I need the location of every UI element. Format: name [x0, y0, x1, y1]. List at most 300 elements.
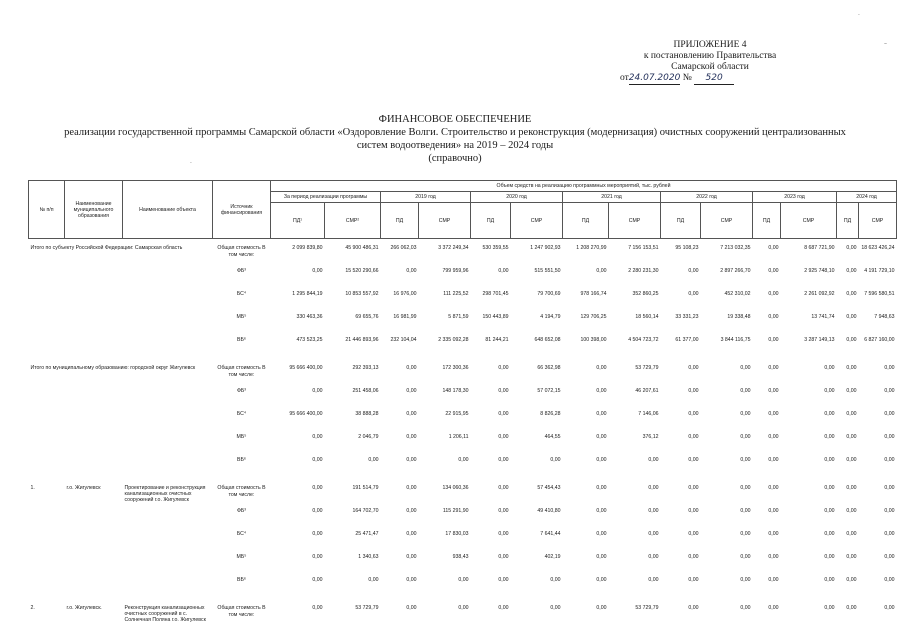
- empty-cell: [65, 456, 123, 479]
- value-cell: 79 700,69: [537, 291, 561, 297]
- value-cell: 0,00: [498, 508, 509, 514]
- value-cell: 0,00: [824, 605, 835, 611]
- value-cell: 0,00: [688, 554, 699, 560]
- value-cell: 172 300,36: [442, 365, 469, 371]
- value-cell: 15 520 290,66: [345, 268, 379, 274]
- value-cell: 0,00: [768, 337, 779, 343]
- value-cell: 2 280 231,30: [628, 268, 659, 274]
- value-cell: 57 454,43: [537, 485, 561, 491]
- value-cell: 148 178,30: [442, 388, 469, 394]
- value-cell: 0,00: [596, 411, 607, 417]
- value-cell: 53 729,79: [355, 605, 379, 611]
- value-cell: 0,00: [648, 508, 659, 514]
- value-cell: 0,00: [768, 245, 779, 251]
- value-cell: 111 225,52: [443, 291, 469, 297]
- appendix-title: ПРИЛОЖЕНИЕ 4: [673, 40, 747, 50]
- value-cell: 330 463,36: [296, 314, 323, 320]
- value-cell: 0,00: [596, 577, 607, 583]
- value-cell: 0,00: [596, 531, 607, 537]
- empty-cell: [65, 313, 123, 336]
- subheader-cell: СМР: [419, 203, 471, 239]
- value-cell: 0,00: [406, 411, 417, 417]
- value-cell: 0,00: [312, 577, 323, 583]
- value-cell: 0,00: [884, 577, 895, 583]
- value-cell: 0,00: [768, 434, 779, 440]
- empty-cell: [123, 410, 213, 433]
- value-cell: 0,00: [406, 605, 417, 611]
- value-cell: 292 393,13: [352, 365, 379, 371]
- value-cell: 0,00: [406, 531, 417, 537]
- appendix-block: [600, 40, 820, 85]
- value-cell: 0,00: [596, 508, 607, 514]
- value-cell: 0,00: [368, 457, 379, 463]
- table-row: [29, 507, 897, 530]
- value-cell: 7 596 580,51: [864, 291, 895, 297]
- header-year: 2019 год: [381, 192, 471, 203]
- value-cell: 0,00: [846, 485, 857, 491]
- value-cell: 46 207,61: [635, 388, 659, 394]
- value-cell: 0,00: [768, 577, 779, 583]
- value-cell: 1 208 270,99: [576, 245, 607, 251]
- value-cell: 66 362,98: [537, 365, 561, 371]
- value-cell: 0,00: [596, 554, 607, 560]
- value-cell: 0,00: [768, 314, 779, 320]
- value-cell: 0,00: [846, 605, 857, 611]
- table-row: [29, 244, 897, 267]
- value-cell: 0,00: [740, 554, 751, 560]
- value-cell: 0,00: [406, 577, 417, 583]
- value-cell: 49 410,80: [537, 508, 561, 514]
- value-cell: 0,00: [458, 577, 469, 583]
- document-heading: [40, 113, 870, 165]
- appendix-line2: к постановлению Правительства: [643, 51, 777, 61]
- funding-table: [28, 180, 897, 627]
- value-cell: 0,00: [648, 457, 659, 463]
- value-cell: 0,00: [688, 485, 699, 491]
- table-row: [29, 387, 897, 410]
- value-cell: 8 687 721,90: [804, 245, 835, 251]
- decree-number: 520: [694, 73, 734, 85]
- value-cell: 0,00: [846, 577, 857, 583]
- group-title: Итого по субъекту Российской Федерации: Самарская область: [30, 245, 183, 251]
- value-cell: 0,00: [740, 388, 751, 394]
- value-cell: 0,00: [824, 577, 835, 583]
- source-cell: Общая стоимость В том числе:: [217, 485, 266, 498]
- empty-cell: [65, 410, 123, 433]
- value-cell: 0,00: [368, 577, 379, 583]
- value-cell: 1 295 844,19: [292, 291, 323, 297]
- header-num: № п/п: [29, 181, 65, 239]
- value-cell: 0,00: [884, 508, 895, 514]
- value-cell: 0,00: [406, 365, 417, 371]
- value-cell: 0,00: [498, 531, 509, 537]
- value-cell: 0,00: [824, 554, 835, 560]
- value-cell: 0,00: [824, 411, 835, 417]
- value-cell: 0,00: [458, 605, 469, 611]
- object-cell: Проектирование и реконструкция канализационных очистных сооружений г.о. Жигулевск: [124, 485, 206, 503]
- empty-cell: [29, 576, 65, 599]
- value-cell: 0,00: [846, 365, 857, 371]
- value-cell: 0,00: [768, 268, 779, 274]
- empty-cell: [123, 336, 213, 359]
- value-cell: 4 191 729,10: [864, 268, 895, 274]
- empty-cell: [29, 410, 65, 433]
- value-cell: 19 338,48: [727, 314, 751, 320]
- value-cell: 100 398,00: [580, 337, 607, 343]
- subheader-cell: СМР²: [325, 203, 381, 239]
- table-body: [29, 239, 897, 628]
- value-cell: 0,00: [406, 554, 417, 560]
- value-cell: 0,00: [824, 508, 835, 514]
- value-cell: 0,00: [768, 531, 779, 537]
- appendix-date-number: [600, 73, 820, 85]
- value-cell: 2 046,79: [358, 434, 379, 440]
- number-label: №: [682, 73, 692, 83]
- value-cell: 266 062,03: [390, 245, 417, 251]
- value-cell: 473 523,25: [296, 337, 323, 343]
- value-cell: 33 331,23: [675, 314, 699, 320]
- value-cell: 18 623 426,24: [861, 245, 895, 251]
- empty-cell: [65, 530, 123, 553]
- value-cell: 61 377,00: [675, 337, 699, 343]
- value-cell: 0,00: [740, 508, 751, 514]
- subheader-cell: СМР: [781, 203, 837, 239]
- value-cell: 0,00: [498, 485, 509, 491]
- heading-line4: (справочно): [428, 153, 482, 164]
- value-cell: 3 844 116,75: [720, 337, 751, 343]
- value-cell: 0,00: [846, 291, 857, 297]
- value-cell: 0,00: [846, 314, 857, 320]
- value-cell: 0,00: [458, 457, 469, 463]
- value-cell: 0,00: [596, 457, 607, 463]
- value-cell: 7 146,06: [638, 411, 659, 417]
- value-cell: 0,00: [312, 434, 323, 440]
- value-cell: 95 108,23: [675, 245, 699, 251]
- subheader-cell: СМР: [511, 203, 563, 239]
- subheader-cell: ПД: [753, 203, 781, 239]
- value-cell: 3 287 149,13: [804, 337, 835, 343]
- group-title: Итого по муниципальному образованию: городской округ Жигулевск: [30, 365, 196, 371]
- value-cell: 0,00: [648, 577, 659, 583]
- value-cell: 402,19: [544, 554, 561, 560]
- subheader-cell: ПД: [471, 203, 511, 239]
- value-cell: 7 156 153,51: [628, 245, 659, 251]
- value-cell: 0,00: [312, 508, 323, 514]
- value-cell: 191 514,79: [352, 485, 379, 491]
- value-cell: 452 310,02: [724, 291, 751, 297]
- value-cell: 0,00: [596, 268, 607, 274]
- value-cell: 0,00: [406, 388, 417, 394]
- header-object: Наименование объекта: [123, 181, 213, 239]
- value-cell: 0,00: [768, 457, 779, 463]
- subheader-cell: ПД: [837, 203, 859, 239]
- value-cell: 0,00: [312, 605, 323, 611]
- value-cell: 0,00: [768, 411, 779, 417]
- value-cell: 13 741,74: [811, 314, 835, 320]
- value-cell: 0,00: [740, 531, 751, 537]
- subheader-cell: ПД¹: [271, 203, 325, 239]
- value-cell: 0,00: [846, 434, 857, 440]
- value-cell: 0,00: [406, 434, 417, 440]
- value-cell: 0,00: [596, 434, 607, 440]
- value-cell: 16 976,00: [393, 291, 417, 297]
- table-row: [29, 267, 897, 290]
- value-cell: 0,00: [312, 388, 323, 394]
- value-cell: 0,00: [498, 554, 509, 560]
- value-cell: 0,00: [740, 605, 751, 611]
- value-cell: 0,00: [688, 577, 699, 583]
- empty-cell: [123, 267, 213, 290]
- heading-line3: систем водоотведения» на 2019 – 2024 годы: [356, 140, 554, 151]
- value-cell: 57 072,15: [537, 388, 561, 394]
- table-row: [29, 530, 897, 553]
- value-cell: 22 915,95: [445, 411, 469, 417]
- value-cell: 129 706,25: [580, 314, 607, 320]
- empty-cell: [65, 387, 123, 410]
- value-cell: 134 060,36: [442, 485, 469, 491]
- source-cell: ФБ³: [236, 388, 247, 394]
- value-cell: 0,00: [846, 531, 857, 537]
- value-cell: 0,00: [688, 411, 699, 417]
- table-row: [29, 433, 897, 456]
- value-cell: 648 652,08: [534, 337, 561, 343]
- subheader-cell: СМР: [859, 203, 897, 239]
- value-cell: 18 560,14: [635, 314, 659, 320]
- value-cell: 2 099 839,80: [292, 245, 323, 251]
- value-cell: 0,00: [498, 605, 509, 611]
- value-cell: 0,00: [596, 388, 607, 394]
- header-source: Источник финансирования: [213, 181, 271, 239]
- value-cell: 0,00: [768, 605, 779, 611]
- value-cell: 45 900 486,31: [345, 245, 379, 251]
- value-cell: 464,55: [544, 434, 561, 440]
- value-cell: 7 948,63: [874, 314, 895, 320]
- decree-date: 24.07.2020: [628, 73, 681, 83]
- value-cell: 0,00: [406, 485, 417, 491]
- value-cell: 0,00: [498, 388, 509, 394]
- value-cell: 2 335 092,28: [438, 337, 469, 343]
- scan-mark: –: [884, 40, 887, 47]
- empty-cell: [29, 267, 65, 290]
- value-cell: 8 826,28: [540, 411, 561, 417]
- value-cell: 69 655,76: [355, 314, 379, 320]
- empty-cell: [123, 576, 213, 599]
- heading-line1: ФИНАНСОВОЕ ОБЕСПЕЧЕНИЕ: [378, 114, 532, 125]
- empty-cell: [65, 553, 123, 576]
- source-cell: Общая стоимость В том числе:: [217, 605, 266, 618]
- value-cell: 25 471,47: [355, 531, 379, 537]
- table-row: [29, 576, 897, 599]
- value-cell: 0,00: [688, 508, 699, 514]
- value-cell: 0,00: [768, 365, 779, 371]
- header-year: 2024 год: [837, 192, 897, 203]
- value-cell: 0,00: [846, 268, 857, 274]
- value-cell: 95 666 400,00: [289, 411, 323, 417]
- value-cell: 799 959,96: [442, 268, 469, 274]
- source-cell: Общая стоимость В том числе:: [217, 245, 266, 258]
- heading-line2: реализации государственной программы Самарской области «Оздоровление Волги. Строительство и реконструкция (модернизация) очистных сооружений централизованных: [64, 127, 846, 138]
- empty-cell: [65, 433, 123, 456]
- table-row: [29, 604, 897, 627]
- value-cell: 376,12: [642, 434, 659, 440]
- header-year: 2022 год: [661, 192, 753, 203]
- source-cell: МБ⁵: [236, 314, 247, 320]
- value-cell: 0,00: [824, 365, 835, 371]
- source-cell: Общая стоимость В том числе:: [217, 365, 266, 378]
- value-cell: 251 458,06: [352, 388, 379, 394]
- value-cell: 0,00: [688, 457, 699, 463]
- empty-cell: [29, 553, 65, 576]
- value-cell: 0,00: [884, 605, 895, 611]
- empty-cell: [29, 290, 65, 313]
- value-cell: 0,00: [824, 485, 835, 491]
- value-cell: 0,00: [740, 365, 751, 371]
- source-cell: ФБ³: [236, 268, 247, 274]
- object-cell: Реконструкция канализационных очистных сооружений в с. Солнечная Поляна г.о. Жигулевск: [124, 605, 206, 623]
- empty-cell: [29, 530, 65, 553]
- source-cell: МБ⁵: [236, 434, 247, 440]
- source-cell: ВБ⁶: [237, 337, 246, 343]
- value-cell: 0,00: [884, 457, 895, 463]
- source-cell: БС⁴: [236, 411, 247, 417]
- value-cell: 0,00: [846, 457, 857, 463]
- table-row: [29, 553, 897, 576]
- value-cell: 1 206,11: [448, 434, 469, 440]
- value-cell: 0,00: [768, 508, 779, 514]
- header-year: 2023 год: [753, 192, 837, 203]
- source-cell: МБ⁵: [236, 554, 247, 560]
- empty-cell: [29, 336, 65, 359]
- source-cell: ФБ³: [236, 508, 247, 514]
- value-cell: 4 194,79: [540, 314, 561, 320]
- header-period: За период реализации программы: [271, 192, 381, 203]
- empty-cell: [123, 553, 213, 576]
- value-cell: 0,00: [688, 268, 699, 274]
- value-cell: 298 701,45: [482, 291, 509, 297]
- value-cell: 0,00: [688, 291, 699, 297]
- value-cell: 0,00: [550, 605, 561, 611]
- from-label: от: [620, 73, 629, 83]
- empty-cell: [123, 456, 213, 479]
- value-cell: 53 729,79: [635, 365, 659, 371]
- empty-cell: [29, 313, 65, 336]
- subheader-cell: ПД: [661, 203, 701, 239]
- value-cell: 0,00: [740, 434, 751, 440]
- municipality-cell: г.о. Жигулевск: [66, 485, 101, 491]
- empty-cell: [29, 433, 65, 456]
- value-cell: 232 104,04: [390, 337, 417, 343]
- table-row: [29, 364, 897, 387]
- value-cell: 0,00: [688, 388, 699, 394]
- value-cell: 0,00: [498, 577, 509, 583]
- value-cell: 95 666 400,00: [289, 365, 323, 371]
- value-cell: 38 888,28: [355, 411, 379, 417]
- scan-mark: ·: [100, 606, 102, 613]
- value-cell: 0,00: [884, 434, 895, 440]
- value-cell: 0,00: [406, 457, 417, 463]
- value-cell: 0,00: [498, 434, 509, 440]
- value-cell: 2 925 748,10: [804, 268, 835, 274]
- value-cell: 164 702,70: [352, 508, 379, 514]
- value-cell: 0,00: [498, 268, 509, 274]
- value-cell: 2 897 266,70: [720, 268, 751, 274]
- value-cell: 0,00: [312, 485, 323, 491]
- subheader-cell: ПД: [381, 203, 419, 239]
- value-cell: 21 446 893,96: [345, 337, 379, 343]
- row-number: 2.: [30, 605, 35, 611]
- value-cell: 0,00: [824, 434, 835, 440]
- table-row: [29, 313, 897, 336]
- value-cell: 0,00: [884, 485, 895, 491]
- value-cell: 17 830,03: [445, 531, 469, 537]
- row-number: 1.: [30, 485, 35, 491]
- value-cell: 0,00: [846, 554, 857, 560]
- table-row: [29, 336, 897, 359]
- value-cell: 0,00: [884, 365, 895, 371]
- header-municipality: Наименование муниципального образования: [65, 181, 123, 239]
- empty-cell: [65, 576, 123, 599]
- value-cell: 0,00: [648, 554, 659, 560]
- table-row: [29, 410, 897, 433]
- value-cell: 150 443,89: [482, 314, 509, 320]
- empty-cell: [29, 507, 65, 530]
- table-row: [29, 456, 897, 479]
- empty-cell: [123, 433, 213, 456]
- municipality-cell: г.о. Жигулевск: [66, 605, 101, 611]
- value-cell: 3 372 249,34: [438, 245, 469, 251]
- value-cell: 0,00: [688, 434, 699, 440]
- value-cell: 0,00: [824, 531, 835, 537]
- value-cell: 7 213 032,35: [720, 245, 751, 251]
- value-cell: 81 244,21: [485, 337, 509, 343]
- value-cell: 0,00: [884, 554, 895, 560]
- value-cell: 4 504 723,72: [628, 337, 659, 343]
- value-cell: 0,00: [688, 365, 699, 371]
- value-cell: 7 641,44: [540, 531, 561, 537]
- value-cell: 0,00: [846, 388, 857, 394]
- value-cell: 515 551,50: [534, 268, 561, 274]
- value-cell: 0,00: [768, 485, 779, 491]
- value-cell: 0,00: [312, 554, 323, 560]
- value-cell: 0,00: [740, 457, 751, 463]
- value-cell: 5 871,59: [448, 314, 469, 320]
- empty-cell: [65, 290, 123, 313]
- value-cell: 0,00: [596, 365, 607, 371]
- empty-cell: [123, 313, 213, 336]
- empty-cell: [65, 336, 123, 359]
- value-cell: 530 359,55: [482, 245, 509, 251]
- value-cell: 0,00: [884, 531, 895, 537]
- source-cell: ВБ⁶: [237, 577, 246, 583]
- subheader-cell: СМР: [701, 203, 753, 239]
- value-cell: 0,00: [688, 605, 699, 611]
- value-cell: 0,00: [498, 411, 509, 417]
- value-cell: 0,00: [824, 388, 835, 394]
- value-cell: 0,00: [768, 291, 779, 297]
- value-cell: 53 729,79: [635, 605, 659, 611]
- value-cell: 6 827 160,00: [864, 337, 895, 343]
- value-cell: 10 853 557,92: [345, 291, 379, 297]
- value-cell: 0,00: [740, 485, 751, 491]
- empty-cell: [29, 456, 65, 479]
- value-cell: 0,00: [884, 411, 895, 417]
- empty-cell: [123, 290, 213, 313]
- scan-mark: ·: [190, 160, 192, 167]
- source-cell: БС⁴: [236, 531, 247, 537]
- value-cell: 0,00: [406, 268, 417, 274]
- value-cell: 0,00: [648, 485, 659, 491]
- header-year: 2021 год: [563, 192, 661, 203]
